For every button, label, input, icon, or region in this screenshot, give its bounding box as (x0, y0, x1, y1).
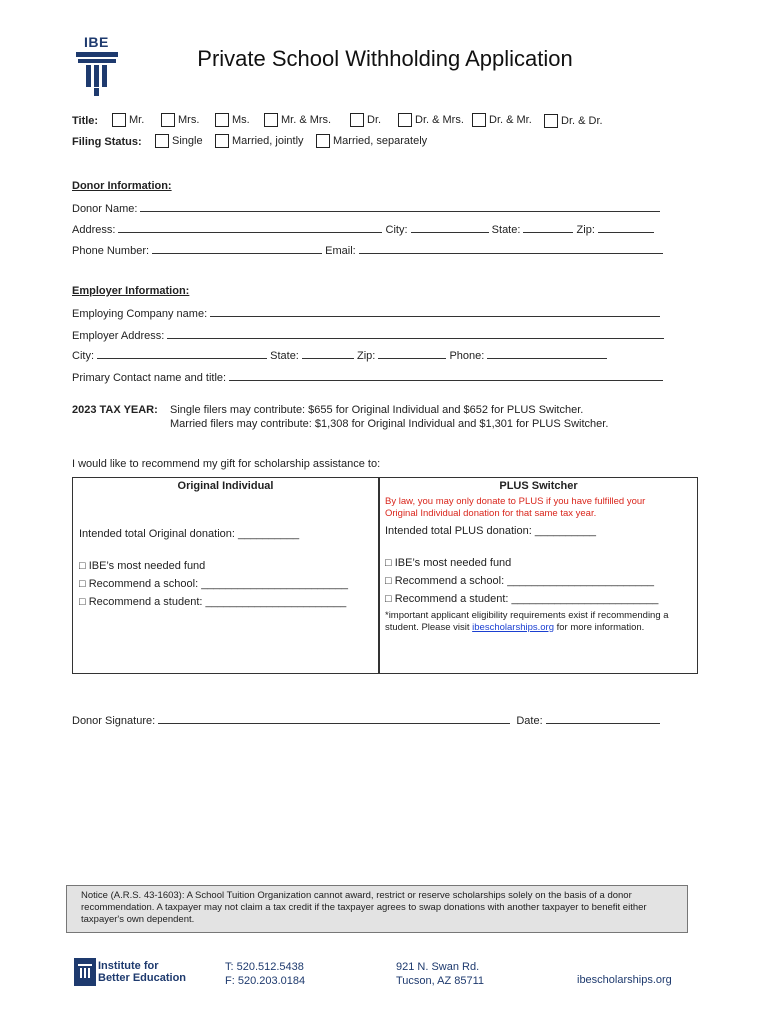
plus-intended-donation[interactable]: Intended total PLUS donation: __________ (385, 525, 597, 537)
checkbox[interactable] (155, 134, 169, 148)
scholarships-link[interactable]: ibescholarships.org (472, 622, 554, 633)
plus-option-needed-fund[interactable]: □ IBE’s most needed fund (385, 557, 512, 569)
filing-option-single[interactable] (155, 134, 203, 148)
donor-email-field[interactable] (359, 243, 663, 254)
field-label: Zip: (576, 224, 595, 236)
option-label: Dr. & Dr. (561, 114, 603, 127)
legal-notice: Notice (A.R.S. 43-1603): A School Tuition Organization cannot award, restrict or reserve scholarships solely on the basis of a donor recommendation. A taxpayer may not claim a tax credit if the taxpayer agrees to swap donations with another taxpayer to benefit either taxpayer's own dependent. (66, 885, 688, 933)
filing-option-married-separately[interactable] (316, 134, 427, 148)
option-label: Married, jointly (232, 134, 304, 147)
donor-phone-row (72, 243, 663, 257)
signature-row (72, 713, 660, 727)
employer-contact-row (72, 370, 663, 384)
checkbox[interactable] (544, 114, 558, 128)
title-option-dr[interactable] (350, 113, 381, 127)
employer-state-field[interactable] (302, 348, 354, 359)
title-option-dr-mrs[interactable] (398, 113, 464, 127)
field-label: Zip: (357, 350, 376, 362)
option-label: Married, separately (333, 134, 428, 147)
original-option-school[interactable]: □ Recommend a school: ________________________ (79, 578, 349, 590)
employer-zip-field[interactable] (378, 348, 446, 359)
signature-field[interactable] (158, 713, 510, 724)
field-label: Employer Address: (72, 330, 165, 342)
note-text: student. Please visit (385, 622, 473, 633)
footer-address (396, 960, 484, 988)
employer-company-field[interactable] (210, 306, 660, 317)
donor-address-row (72, 222, 654, 236)
checkbox[interactable] (161, 113, 175, 127)
plus-note-line-1: *important applicant eligibility requirements exist if recommending a (385, 610, 669, 621)
title-option-mr-mrs[interactable] (264, 113, 331, 127)
title-option-mr[interactable] (112, 113, 144, 127)
tax-line-2: Married filers may contribute: $1,308 for Original Individual and $1,301 for PLUS Switcher. (170, 418, 609, 430)
option-label: Mr. & Mrs. (281, 113, 332, 126)
donor-heading: Donor Information: (72, 180, 172, 192)
plus-warning-line-2: Original Individual donation for that same tax year. (385, 508, 597, 519)
donor-zip-field[interactable] (598, 222, 654, 233)
filing-option-married-jointly[interactable] (215, 134, 304, 148)
option-label: Dr. & Mrs. (415, 113, 464, 126)
title-label: Title: (72, 115, 99, 127)
plus-option-student[interactable]: □ Recommend a student: ________________________ (385, 593, 659, 605)
filing-status-label: Filing Status: (72, 136, 142, 148)
tax-year-label: 2023 TAX YEAR: (72, 404, 158, 416)
recommend-intro: I would like to recommend my gift for scholarship assistance to: (72, 458, 381, 470)
employer-city-row (72, 348, 607, 362)
employer-address-row (72, 328, 664, 342)
field-label: Address: (72, 224, 116, 236)
original-heading: Original Individual (177, 480, 274, 492)
donor-address-field[interactable] (118, 222, 382, 233)
plus-heading: PLUS Switcher (499, 480, 578, 492)
employer-phone-field[interactable] (487, 348, 607, 359)
title-option-dr-dr[interactable] (544, 114, 603, 128)
field-label: Phone: (449, 350, 485, 362)
fax: F: 520.203.0184 (225, 975, 306, 987)
checkbox[interactable] (398, 113, 412, 127)
field-label: City: (385, 224, 408, 236)
note-text: for more information. (554, 622, 645, 633)
checkbox[interactable] (112, 113, 126, 127)
telephone: T: 520.512.5438 (225, 961, 304, 973)
title-option-ms[interactable] (215, 113, 250, 127)
title-option-mrs[interactable] (161, 113, 199, 127)
column-divider (378, 478, 380, 673)
logo-text: IBE (84, 34, 109, 50)
employer-address-field[interactable] (167, 328, 664, 339)
employer-heading: Employer Information: (72, 285, 190, 297)
donor-name-row (72, 201, 660, 215)
option-label: Mr. (129, 113, 145, 126)
address-line-1: 921 N. Swan Rd. (396, 961, 480, 973)
field-label: Date: (516, 715, 543, 727)
org-line-2: Better Education (98, 972, 187, 984)
footer-website[interactable]: ibescholarships.org (577, 974, 672, 986)
plus-warning-line-1: By law, you may only donate to PLUS if you have fulfilled your (385, 496, 646, 507)
field-label: Primary Contact name and title: (72, 372, 227, 384)
checkbox[interactable] (264, 113, 278, 127)
address-line-2: Tucson, AZ 85711 (396, 975, 485, 987)
option-label: Single (172, 134, 203, 147)
checkbox[interactable] (215, 134, 229, 148)
field-label: City: (72, 350, 94, 362)
org-line-1: Institute for (98, 960, 159, 972)
donor-state-field[interactable] (523, 222, 573, 233)
page-title: Private School Withholding Application (197, 46, 573, 71)
footer-phone (225, 960, 305, 988)
checkbox[interactable] (472, 113, 486, 127)
field-label: Phone Number: (72, 245, 150, 257)
option-label: Ms. (232, 113, 250, 126)
employer-contact-field[interactable] (229, 370, 663, 381)
footer-org-name (98, 960, 186, 984)
original-option-student[interactable]: □ Recommend a student: _______________________ (79, 596, 347, 608)
date-field[interactable] (546, 713, 660, 724)
field-label: State: (270, 350, 299, 362)
plus-note-line-2 (385, 622, 644, 633)
employer-city-field[interactable] (97, 348, 267, 359)
option-label: Mrs. (178, 113, 200, 126)
field-label: Employing Company name: (72, 308, 208, 320)
footer-logo-icon (74, 958, 96, 986)
option-label: Dr. (367, 113, 382, 126)
donor-phone-field[interactable] (152, 243, 322, 254)
donor-city-field[interactable] (411, 222, 489, 233)
donor-name-field[interactable] (140, 201, 660, 212)
field-label: Email: (325, 245, 356, 257)
checkbox[interactable] (215, 113, 229, 127)
original-option-needed-fund[interactable]: □ IBE’s most needed fund (79, 560, 206, 572)
employer-company-row (72, 306, 660, 320)
title-option-dr-mr[interactable] (472, 113, 532, 127)
field-label: Donor Signature: (72, 715, 156, 727)
checkbox[interactable] (316, 134, 330, 148)
original-intended-donation[interactable]: Intended total Original donation: __________ (79, 528, 300, 540)
plus-option-school[interactable]: □ Recommend a school: ________________________ (385, 575, 655, 587)
field-label: Donor Name: (72, 203, 138, 215)
checkbox[interactable] (350, 113, 364, 127)
tax-line-1: Single filers may contribute: $655 for Original Individual and $652 for PLUS Switcher. (170, 404, 584, 416)
field-label: State: (491, 224, 521, 236)
recommendation-table (72, 477, 698, 674)
option-label: Dr. & Mr. (489, 113, 532, 126)
